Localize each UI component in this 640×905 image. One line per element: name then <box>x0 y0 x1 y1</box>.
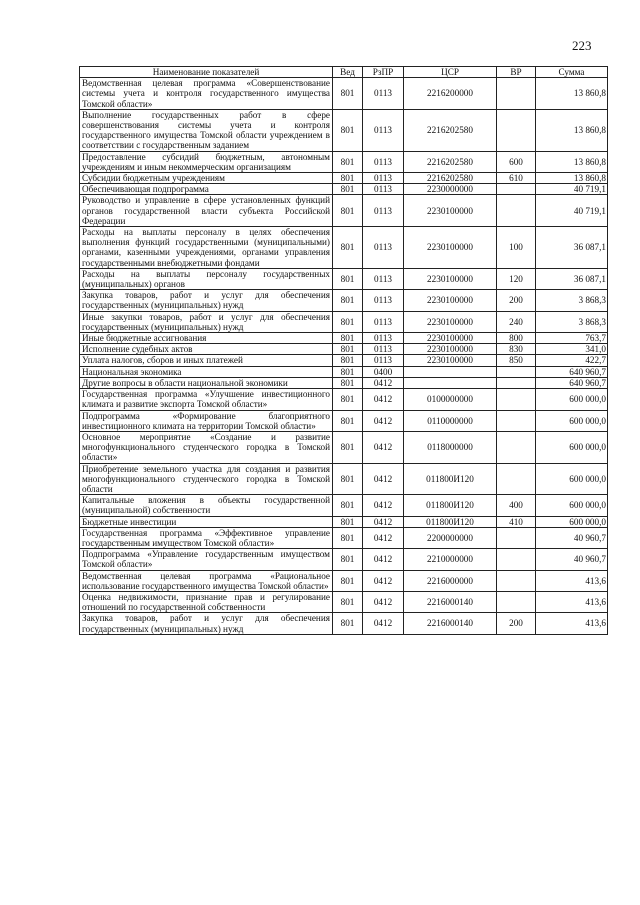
cell-csr: 2230100000 <box>404 333 497 344</box>
cell-vr <box>497 389 536 410</box>
cell-vr <box>497 366 536 377</box>
cell-sum: 3 868,3 <box>536 311 608 332</box>
cell-rzpr: 0113 <box>363 78 404 110</box>
table-row <box>80 613 608 634</box>
cell-vr <box>497 431 536 463</box>
table-row <box>80 184 608 195</box>
cell-vr <box>497 184 536 195</box>
cell-ved: 801 <box>333 377 363 388</box>
cell-sum: 413,6 <box>536 591 608 612</box>
cell-name: Капитальные вложения в объекты государственной (муниципальной) собственности <box>80 495 333 516</box>
cell-vr <box>497 377 536 388</box>
cell-vr <box>497 410 536 431</box>
cell-csr: 2216000140 <box>404 591 497 612</box>
table-header-row <box>80 67 608 78</box>
cell-ved: 801 <box>333 268 363 289</box>
cell-name: Иные закупки товаров, работ и услуг для обеспечения государственных (муниципальных) нужд <box>80 311 333 332</box>
table-row <box>80 355 608 366</box>
cell-ved: 801 <box>333 516 363 527</box>
table-row <box>80 333 608 344</box>
cell-ved: 801 <box>333 463 363 495</box>
table-row <box>80 78 608 110</box>
cell-sum: 3 868,3 <box>536 290 608 311</box>
cell-name: Оценка недвижимости, признание прав и регулирование отношений по государственной собственности <box>80 591 333 612</box>
cell-sum: 36 087,1 <box>536 268 608 289</box>
cell-csr <box>404 366 497 377</box>
cell-sum: 600 000,0 <box>536 410 608 431</box>
cell-sum: 13 860,8 <box>536 109 608 151</box>
cell-sum: 600 000,0 <box>536 463 608 495</box>
table-row <box>80 389 608 410</box>
cell-vr: 100 <box>497 227 536 269</box>
table-row <box>80 549 608 570</box>
cell-sum: 13 860,8 <box>536 173 608 184</box>
page-number: 223 <box>572 38 592 53</box>
cell-name: Ведомственная целевая программа «Совершенствование системы учета и контроля государственного имущества Томской области» <box>80 78 333 110</box>
cell-vr <box>497 195 536 227</box>
cell-sum: 40 719,1 <box>536 184 608 195</box>
cell-csr: 2230100000 <box>404 290 497 311</box>
cell-rzpr: 0113 <box>363 109 404 151</box>
cell-csr: 2216202580 <box>404 109 497 151</box>
cell-vr: 200 <box>497 290 536 311</box>
table-row <box>80 311 608 332</box>
table-row <box>80 495 608 516</box>
cell-rzpr: 0113 <box>363 290 404 311</box>
cell-rzpr: 0412 <box>363 570 404 591</box>
cell-name: Другие вопросы в области национальной экономики <box>80 377 333 388</box>
cell-name: Ведомственная целевая программа «Рациональное использование государственного имущества Томской области» <box>80 570 333 591</box>
table-row <box>80 463 608 495</box>
cell-sum: 640 960,7 <box>536 377 608 388</box>
table-row <box>80 366 608 377</box>
table-row <box>80 410 608 431</box>
table-row <box>80 227 608 269</box>
cell-sum: 13 860,8 <box>536 78 608 110</box>
cell-rzpr: 0412 <box>363 495 404 516</box>
cell-sum: 40 719,1 <box>536 195 608 227</box>
cell-sum: 600 000,0 <box>536 431 608 463</box>
cell-csr: 2216000000 <box>404 570 497 591</box>
cell-vr <box>497 570 536 591</box>
cell-rzpr: 0113 <box>363 173 404 184</box>
cell-name: Субсидии бюджетным учреждениям <box>80 173 333 184</box>
cell-sum: 36 087,1 <box>536 227 608 269</box>
table-row <box>80 527 608 548</box>
cell-ved: 801 <box>333 527 363 548</box>
cell-rzpr: 0113 <box>363 333 404 344</box>
cell-rzpr: 0113 <box>363 151 404 172</box>
table-row <box>80 344 608 355</box>
cell-rzpr: 0412 <box>363 527 404 548</box>
cell-name: Уплата налогов, сборов и иных платежей <box>80 355 333 366</box>
cell-rzpr: 0412 <box>363 549 404 570</box>
table-row <box>80 570 608 591</box>
cell-rzpr: 0113 <box>363 355 404 366</box>
cell-ved: 801 <box>333 431 363 463</box>
cell-name: Исполнение судебных актов <box>80 344 333 355</box>
cell-csr: 0110000000 <box>404 410 497 431</box>
cell-name: Подпрограмма «Управление государственным имуществом Томской области» <box>80 549 333 570</box>
header-sum: Сумма <box>536 67 608 78</box>
cell-name: Иные бюджетные ассигнования <box>80 333 333 344</box>
cell-csr: 2216202580 <box>404 151 497 172</box>
cell-csr: 2216000140 <box>404 613 497 634</box>
cell-vr <box>497 527 536 548</box>
cell-csr: 2230100000 <box>404 227 497 269</box>
cell-rzpr: 0412 <box>363 410 404 431</box>
cell-name: Приобретение земельного участка для создания и развития многофункционального студенческого городка в Томской области <box>80 463 333 495</box>
budget-table <box>79 66 608 635</box>
header-csr: ЦСР <box>404 67 497 78</box>
cell-rzpr: 0412 <box>363 613 404 634</box>
table-row <box>80 195 608 227</box>
cell-name: Выполнение государственных работ в сфере совершенствования системы учета и контроля государственного имущества Томской области учреждением в соответствии с государственным заданием <box>80 109 333 151</box>
cell-vr: 240 <box>497 311 536 332</box>
cell-vr: 410 <box>497 516 536 527</box>
cell-name: Обеспечивающая подпрограмма <box>80 184 333 195</box>
cell-sum: 763,7 <box>536 333 608 344</box>
table-row <box>80 290 608 311</box>
table-row <box>80 173 608 184</box>
cell-rzpr: 0412 <box>363 591 404 612</box>
cell-ved: 801 <box>333 410 363 431</box>
cell-name: Бюджетные инвестиции <box>80 516 333 527</box>
header-ved: Вед <box>333 67 363 78</box>
table-row <box>80 151 608 172</box>
cell-vr: 850 <box>497 355 536 366</box>
cell-csr <box>404 377 497 388</box>
cell-name: Основное мероприятие «Создание и развитие многофункционального студенческого городка в Томской области» <box>80 431 333 463</box>
table-row <box>80 431 608 463</box>
cell-csr: 2230100000 <box>404 311 497 332</box>
cell-ved: 801 <box>333 355 363 366</box>
table-row <box>80 268 608 289</box>
cell-rzpr: 0412 <box>363 377 404 388</box>
cell-ved: 801 <box>333 227 363 269</box>
cell-ved: 801 <box>333 570 363 591</box>
cell-ved: 801 <box>333 549 363 570</box>
table-row <box>80 109 608 151</box>
cell-rzpr: 0412 <box>363 516 404 527</box>
cell-csr: 2230000000 <box>404 184 497 195</box>
cell-csr: 0100000000 <box>404 389 497 410</box>
cell-ved: 801 <box>333 333 363 344</box>
cell-ved: 801 <box>333 591 363 612</box>
cell-vr: 120 <box>497 268 536 289</box>
cell-sum: 40 960,7 <box>536 549 608 570</box>
cell-vr: 610 <box>497 173 536 184</box>
cell-vr: 400 <box>497 495 536 516</box>
cell-csr: 2200000000 <box>404 527 497 548</box>
cell-name: Расходы на выплаты персоналу в целях обеспечения выполнения функций государственными (муниципальными) органами, казенными учреждениями, органами управления государственными внебюджетными фондами <box>80 227 333 269</box>
cell-vr <box>497 78 536 110</box>
header-name: Наименование показателей <box>80 67 333 78</box>
cell-name: Подпрограмма «Формирование благоприятного инвестиционного климата на территории Томской области» <box>80 410 333 431</box>
cell-name: Закупка товаров, работ и услуг для обеспечения государственных (муниципальных) нужд <box>80 613 333 634</box>
cell-name: Руководство и управление в сфере установленных функций органов государственной власти субъекта Российской Федерации <box>80 195 333 227</box>
cell-csr: 2230100000 <box>404 344 497 355</box>
cell-name: Закупка товаров, работ и услуг для обеспечения государственных (муниципальных) нужд <box>80 290 333 311</box>
cell-rzpr: 0412 <box>363 463 404 495</box>
cell-vr: 830 <box>497 344 536 355</box>
cell-ved: 801 <box>333 389 363 410</box>
cell-rzpr: 0113 <box>363 195 404 227</box>
cell-ved: 801 <box>333 495 363 516</box>
cell-sum: 600 000,0 <box>536 389 608 410</box>
cell-ved: 801 <box>333 613 363 634</box>
cell-ved: 801 <box>333 290 363 311</box>
cell-csr: 2230100000 <box>404 268 497 289</box>
cell-csr: 2210000000 <box>404 549 497 570</box>
cell-vr <box>497 549 536 570</box>
cell-rzpr: 0113 <box>363 184 404 195</box>
cell-sum: 640 960,7 <box>536 366 608 377</box>
cell-ved: 801 <box>333 109 363 151</box>
cell-csr: 011800И120 <box>404 495 497 516</box>
cell-ved: 801 <box>333 151 363 172</box>
cell-rzpr: 0412 <box>363 431 404 463</box>
cell-sum: 40 960,7 <box>536 527 608 548</box>
cell-vr <box>497 463 536 495</box>
cell-vr: 200 <box>497 613 536 634</box>
cell-sum: 413,6 <box>536 570 608 591</box>
cell-ved: 801 <box>333 311 363 332</box>
cell-rzpr: 0113 <box>363 344 404 355</box>
cell-ved: 801 <box>333 173 363 184</box>
table-row <box>80 377 608 388</box>
cell-rzpr: 0113 <box>363 227 404 269</box>
cell-vr <box>497 109 536 151</box>
cell-sum: 422,7 <box>536 355 608 366</box>
cell-name: Предоставление субсидий бюджетным, автономным учреждениям и иным некоммерческим организациям <box>80 151 333 172</box>
cell-sum: 341,0 <box>536 344 608 355</box>
cell-sum: 600 000,0 <box>536 495 608 516</box>
cell-ved: 801 <box>333 184 363 195</box>
cell-ved: 801 <box>333 78 363 110</box>
cell-csr: 2216202580 <box>404 173 497 184</box>
table-row <box>80 591 608 612</box>
cell-ved: 801 <box>333 366 363 377</box>
cell-csr: 2230100000 <box>404 355 497 366</box>
cell-csr: 011800И120 <box>404 516 497 527</box>
cell-name: Государственная программа «Улучшение инвестиционного климата и развитие экспорта Томской области» <box>80 389 333 410</box>
cell-csr: 2230100000 <box>404 195 497 227</box>
cell-name: Национальная экономика <box>80 366 333 377</box>
header-rzpr: РзПР <box>363 67 404 78</box>
cell-csr: 0118000000 <box>404 431 497 463</box>
cell-rzpr: 0113 <box>363 268 404 289</box>
cell-sum: 413,6 <box>536 613 608 634</box>
cell-csr: 011800И120 <box>404 463 497 495</box>
cell-name: Государственная программа «Эффективное управление государственным имуществом Томской области» <box>80 527 333 548</box>
cell-ved: 801 <box>333 344 363 355</box>
cell-sum: 600 000,0 <box>536 516 608 527</box>
cell-vr: 600 <box>497 151 536 172</box>
cell-vr <box>497 591 536 612</box>
cell-name: Расходы на выплаты персоналу государственных (муниципальных) органов <box>80 268 333 289</box>
cell-ved: 801 <box>333 195 363 227</box>
cell-vr: 800 <box>497 333 536 344</box>
cell-rzpr: 0113 <box>363 311 404 332</box>
header-vr: ВР <box>497 67 536 78</box>
cell-rzpr: 0400 <box>363 366 404 377</box>
table-row <box>80 516 608 527</box>
cell-sum: 13 860,8 <box>536 151 608 172</box>
cell-rzpr: 0412 <box>363 389 404 410</box>
cell-csr: 2216200000 <box>404 78 497 110</box>
